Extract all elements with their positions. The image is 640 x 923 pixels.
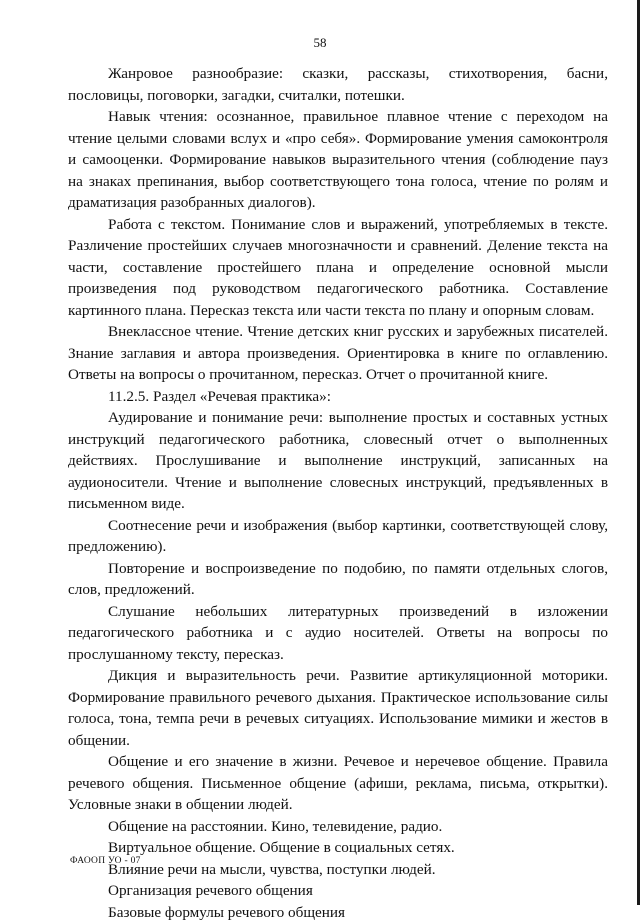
list-item-virtual-communication: Виртуальное общение. Общение в социальных сетях. xyxy=(68,837,608,859)
page-number: 58 xyxy=(0,35,640,51)
paragraph-diction: Дикция и выразительность речи. Развитие артикуляционной моторики. Формирование правильного речевого дыхания. Практическое использование силы голоса, тона, темпа речи в речевых ситуациях. Использование мимики и жестов в общении. xyxy=(68,665,608,751)
paragraph-communication: Общение и его значение в жизни. Речевое и неречевое общение. Правила речевого общения. Письменное общение (афиши, реклама, письма, открытки). Условные знаки в общении людей. xyxy=(68,751,608,816)
paragraph-text-work: Работа с текстом. Понимание слов и выражений, употребляемых в тексте. Различение простейших случаев многозначности и сравнений. Деление текста на части, составление простейшего плана и определение основной мысли произведения под руководством педагогического работника. Составление картинного плана. Пересказ текста или части текста по плану и опорным словам. xyxy=(68,214,608,322)
paragraph-repetition: Повторение и воспроизведение по подобию, по памяти отдельных слогов, слов, предложений. xyxy=(68,558,608,601)
footer-document-code: ФАООП УО - 07 xyxy=(70,856,141,866)
section-heading-speech-practice: 11.2.5. Раздел «Речевая практика»: xyxy=(68,386,608,408)
paragraph-extracurricular-reading: Внеклассное чтение. Чтение детских книг русских и зарубежных писателей. Знание заглавия и автора произведения. Ориентировка в книге по оглавлению. Ответы на вопросы о прочитанном, пересказ. Отчет о прочитанной книге. xyxy=(68,321,608,386)
list-item-remote-communication: Общение на расстоянии. Кино, телевидение, радио. xyxy=(68,816,608,838)
list-item-basic-formulas: Базовые формулы речевого общения xyxy=(68,902,608,923)
document-body xyxy=(68,63,608,923)
paragraph-genres: Жанровое разнообразие: сказки, рассказы, стихотворения, басни, пословицы, поговорки, загадки, считалки, потешки. xyxy=(68,63,608,106)
paragraph-reading-skill: Навык чтения: осознанное, правильное плавное чтение с переходом на чтение целыми словами вслух и «про себя». Формирование умения самоконтроля и самооценки. Формирование навыков выразительного чтения (соблюдение пауз на знаках препинания, выбор соответствующего тона голоса, чтение по ролям и драматизация разобранных диалогов). xyxy=(68,106,608,214)
list-item-organization: Организация речевого общения xyxy=(68,880,608,902)
paragraph-listening-literature: Слушание небольших литературных произведений в изложении педагогического работника и с аудио носителей. Ответы на вопросы по прослушанному тексту, пересказ. xyxy=(68,601,608,666)
paragraph-listening: Аудирование и понимание речи: выполнение простых и составных устных инструкций педагогического работника, словесный отчет о выполненных действиях. Прослушивание и выполнение инструкций, записанных на аудионосители. Чтение и выполнение словесных инструкций, предъявленных в письменном виде. xyxy=(68,407,608,515)
list-item-speech-influence: Влияние речи на мысли, чувства, поступки людей. xyxy=(68,859,608,881)
paragraph-speech-image: Соотнесение речи и изображения (выбор картинки, соответствующей слову, предложению). xyxy=(68,515,608,558)
